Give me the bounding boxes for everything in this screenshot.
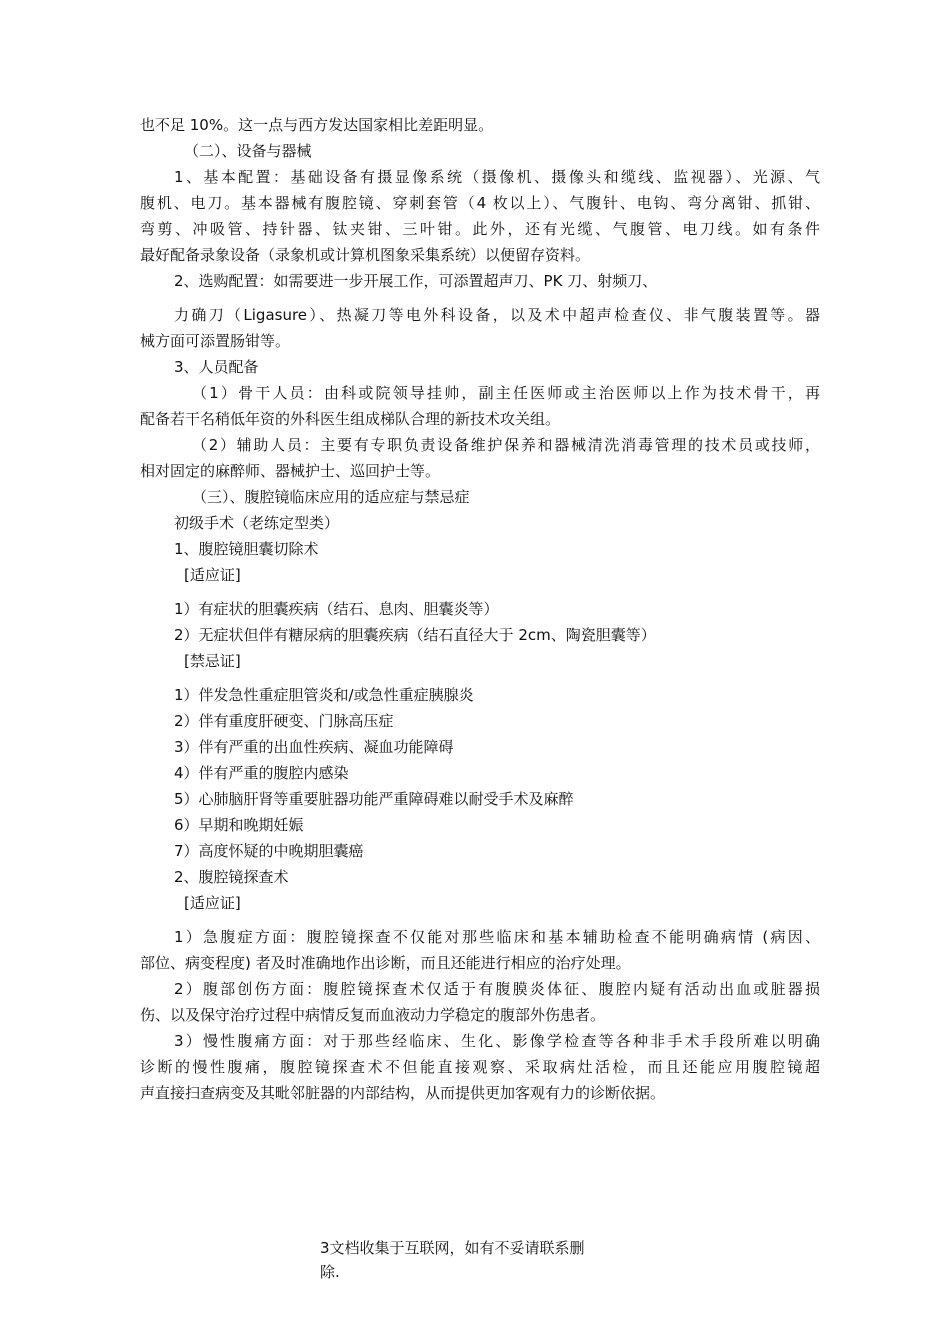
text-line: 弯剪、冲吸管、持针器、钛夹钳、三叶钳。此外，还有光缆、气腹管、电刀线。如有条件 [140,220,820,238]
text-line: 配备若干名稍低年资的外科医生组成梯队合理的新技术攻关组。 [140,410,561,428]
text-line: 2、选购配置：如需要进一步开展工作，可添置超声刀、PK 刀、射频刀、 [174,272,658,290]
footer-line: 除. [320,1263,340,1281]
list-item: 1）伴发急性重症胆管炎和/或急性重症胰腺炎 [174,686,474,704]
text-line: （2）辅助人员：主要有专职负责设备维护保养和器械清洗消毒管理的技术员或技师， [192,436,820,454]
list-item: 7）高度怀疑的中晚期胆囊癌 [174,842,364,860]
list-item: 2）无症状但伴有糖尿病的胆囊疾病（结石直径大于 2cm、陶瓷胆囊等） [174,626,656,644]
text-line: 也不足 10%。这一点与西方发达国家相比差距明显。 [140,116,494,134]
page-footer [320,1236,640,1284]
text-line: 械方面可添置肠钳等。 [140,332,291,350]
list-item: 3）伴有严重的出血性疾病、凝血功能障碍 [174,738,454,756]
text-line: 腹机、电刀。基本器械有腹腔镜、穿刺套管（4 枚以上）、气腹针、电钩、弯分离钳、抓钳、 [140,194,820,212]
list-item: 2）腹部创伤方面：腹腔镜探查术仅适于有腹膜炎体征、腹腔内疑有活动出血或脏器损 [174,980,820,998]
label-line: [适应证] [184,566,241,584]
text-line: 部位、病变程度) 者及时准确地作出诊断，而且还能进行相应的治疗处理。 [140,954,631,972]
text-line: 1、基本配置：基础设备有摄显像系统（摄像机、摄像头和缆线、监视器）、光源、气 [174,168,820,186]
text-line: 诊断的慢性腹痛，腹腔镜探查术不但能直接观察、采取病灶活检，而且还能应用腹腔镜超 [140,1058,820,1076]
section-heading: （三）、腹腔镜临床应用的适应症与禁忌症 [192,488,470,506]
text-line: （1）骨干人员：由科或院领导挂帅，副主任医师或主治医师以上作为技术骨干，再 [192,384,820,402]
list-item: 5）心肺脑肝肾等重要脏器功能严重障碍难以耐受手术及麻醉 [174,790,574,808]
label-line: [适应证] [184,894,241,912]
list-item: 4）伴有严重的腹腔内感染 [174,764,349,782]
text-line: 声直接扫查病变及其毗邻脏器的内部结构，从而提供更加客观有力的诊断依据。 [140,1084,666,1102]
list-item: 6）早期和晚期妊娠 [174,816,304,834]
document-body [140,112,820,1106]
text-line: 1、腹腔镜胆囊切除术 [174,540,319,558]
list-item: 1）有症状的胆囊疾病（结石、息肉、胆囊炎等） [174,600,499,618]
list-item: 2）伴有重度肝硬变、门脉高压症 [174,712,394,730]
text-line: 最好配备录象设备（录象机或计算机图象采集系统）以便留存资料。 [140,246,591,264]
label-line: [禁忌证] [184,652,241,670]
section-heading: （二）、设备与器械 [184,142,312,160]
list-item: 1）急腹症方面：腹腔镜探查不仅能对那些临床和基本辅助检查不能明确病情 (病因、 [174,928,820,946]
text-line: 相对固定的麻醉师、器械护士、巡回护士等。 [140,462,441,480]
text-line: 3、人员配备 [174,358,259,376]
text-line: 初级手术（老练定型类） [174,514,340,532]
text-line: 力确刀（Ligasure）、热凝刀等电外科设备，以及术中超声检查仪、非气腹装置等。器 [174,306,820,324]
list-item: 3）慢性腹痛方面：对于那些经临床、生化、影像学检查等各种非手术手段所难以明确 [174,1032,820,1050]
text-line: 伤、以及保守治疗过程中病情反复而血液动力学稳定的腹部外伤患者。 [140,1006,606,1024]
text-line: 2、腹腔镜探查术 [174,868,289,886]
footer-line: 3文档收集于互联网，如有不妥请联系删 [320,1239,585,1257]
